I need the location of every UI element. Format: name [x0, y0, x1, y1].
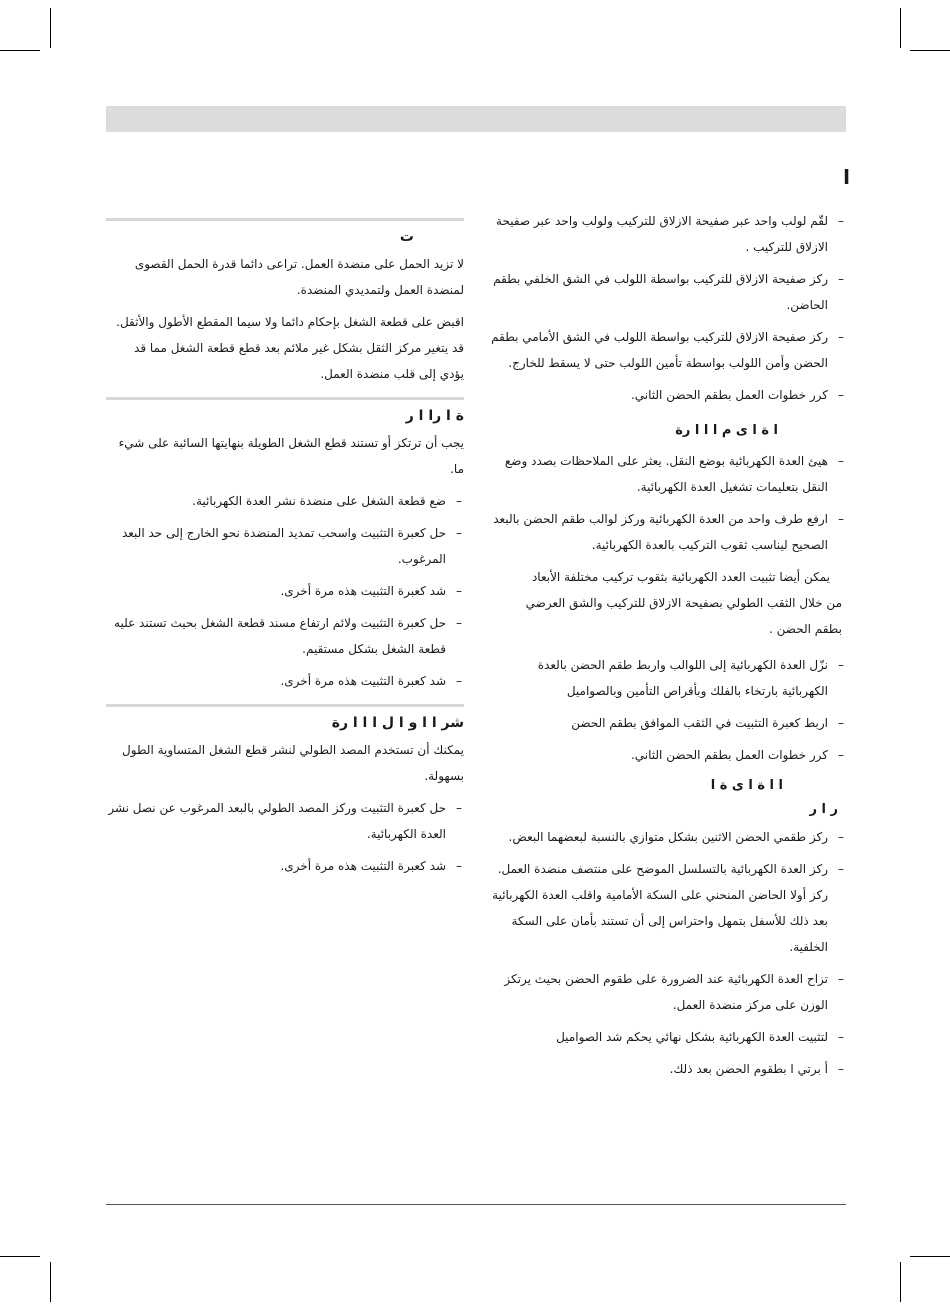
crop-mark	[900, 8, 901, 48]
note-line: من خلال الثقب الطولي بصفيحة الازلاق للتركيب والشق العرضي	[525, 596, 842, 610]
paragraph: يجب أن ترتكز أو تستند قطع الشغل الطويلة بنهايتها السائبة على شيء ما.	[118, 436, 464, 476]
fastening-steps-list	[490, 652, 846, 768]
list-item: – حل كعبرة التثبيت واسحب تمديد المنضدة نحو الخارج إلى حد البعد المرغوب.	[106, 520, 464, 572]
list-item: – تزاح العدة الكهربائية عند الضرورة على طقوم الحضن بحيث يرتكز الوزن على مركز منضدة العمل.	[490, 966, 846, 1018]
note-line: يمكن أيضا تثبيت العدد الكهربائية بثقوب تركيب مختلفة الأبعاد	[531, 570, 830, 584]
list-item: – شد كعبرة التثبيت هذه مرة أخرى.	[106, 853, 464, 879]
crop-mark	[910, 50, 950, 51]
note-line: بطقم الحضن .	[769, 622, 842, 636]
list-item: – لتثبيت العدة الكهربائية بشكل نهائي يحكم شد الصواميل	[490, 1024, 846, 1050]
length-stop-steps-list	[106, 795, 464, 879]
list-item: – حل كعبرة التثبيت وركز المصد الطولي بالبعد المرغوب عن نصل نشر العدة الكهربائية.	[106, 795, 464, 847]
section-title: ة ا را ا ر	[405, 408, 464, 424]
crop-mark	[900, 1262, 901, 1302]
mounting-note	[490, 564, 846, 642]
list-item: – هيئ العدة الكهربائية بوضع النقل. يعثر على الملاحظات بصدد وضع النقل بتعليمات تشغيل العدة الكهربائية.	[490, 448, 846, 500]
tool-mounting-list	[490, 448, 846, 558]
crop-mark	[50, 8, 51, 48]
right-column	[490, 160, 850, 1088]
list-item: – ضع قطعة الشغل على منضدة نشر العدة الكهربائية.	[106, 488, 464, 514]
crop-mark	[0, 50, 40, 51]
paragraph: اقبض على قطعة الشغل بإحكام دائما ولا سيما المقطع الأطول والأثقل. قد يتغير مركز الثقل بشكل غير ملائم بعد قطع قطعة الشغل مما قد يؤدي إلى قلب منضدة العمل.	[116, 315, 464, 381]
list-item: – ركز صفيحة الازلاق للتركيب بواسطة اللولب في الشق الأمامي بطقم الحضن وأمن اللولب بواسطة تأمين اللولب حتى لا يسقط للخارج.	[490, 324, 846, 376]
section-title: شر ا ا و ا ل ا ا ا رة	[331, 715, 464, 731]
section-title	[490, 774, 846, 822]
long-workpiece-section	[106, 397, 464, 694]
list-item: – حل كعبرة التثبيت ولائم ارتفاع مسند قطعة الشغل بحيث تستند عليه قطعة الشغل بشكل مستقيم.	[106, 610, 464, 662]
list-item-text: – ركز العدة الكهربائية بالتسلسل الموضح على منتصف منضدة العمل.	[497, 862, 828, 876]
length-stop-section	[106, 704, 464, 879]
list-item: – شد كعبرة التثبيت هذه مرة أخرى.	[106, 578, 464, 604]
section-title: ت	[399, 229, 414, 245]
list-item: – لقّم لولب واحد عبر صفيحة الازلاق للتركيب ولولب واحد عبر صفيحة الازلاق للتركيب .	[490, 208, 846, 260]
list-item: – ركز صفيحة الازلاق للتركيب بواسطة اللولب في الشق الخلفي بطقم الحاضن.	[490, 266, 846, 318]
mounting-steps-list	[490, 208, 846, 408]
list-item	[490, 856, 846, 960]
section-title-line: ا ا ة ا ى ة ا	[710, 778, 783, 793]
list-item: – اربط كعبرة التثبيت في الثقب الموافق بطقم الحضن	[490, 710, 846, 736]
paragraph: لا تزيد الحمل على منضدة العمل. تراعى دائما قدرة الحمل القصوى لمنضدة العمل ولتمديدي المنضدة.	[134, 257, 464, 297]
crop-mark	[0, 1256, 40, 1257]
crop-mark	[50, 1262, 51, 1302]
extension-steps-list	[106, 488, 464, 694]
list-item: – كرر خطوات العمل بطقم الحضن الثاني.	[490, 382, 846, 408]
crop-mark	[910, 1256, 950, 1257]
section-heading-letter: ا	[843, 165, 850, 189]
safety-section	[106, 218, 464, 387]
list-item: – شد كعبرة التثبيت هذه مرة أخرى.	[106, 668, 464, 694]
left-column	[106, 160, 464, 885]
section-title: ا ة ا ى م ا ا ا رة	[675, 423, 778, 438]
list-item: – ركز طقمي الحضن الاثنين بشكل متوازي بالنسبة لبعضهما البعض.	[490, 824, 846, 850]
header-bar	[106, 106, 846, 132]
paragraph: يمكنك أن تستخدم المصد الطولي لنشر قطع الشغل المتساوية الطول بسهولة.	[122, 743, 464, 783]
list-item-subtext: ركز أولا الحاضن المنحني على السكة الأمامية واقلب العدة الكهربائية بعد ذلك للأسفل بتمهل واحتراس إلى أن تستند بأمان على السكة الخلفية.	[492, 888, 828, 954]
list-item: – أ برتي ا بطقوم الحضن بعد ذلك.	[490, 1056, 846, 1082]
section-title-line: ر ا ر	[809, 802, 838, 817]
list-item: – كرر خطوات العمل بطقم الحضن الثاني.	[490, 742, 846, 768]
placement-steps-list	[490, 824, 846, 1082]
list-item: – ارفع طرف واحد من العدة الكهربائية وركز لوالب طقم الحضن بالبعد الصحيح ليناسب ثقوب التركيب بالعدة الكهربائية.	[490, 506, 846, 558]
list-item: – نزّل العدة الكهربائية إلى اللوالب واربط طقم الحضن بالعدة الكهربائية بارتخاء بالفلك وبأقراص التأمين وبالصواميل	[490, 652, 846, 704]
footer-rule	[106, 1204, 846, 1205]
